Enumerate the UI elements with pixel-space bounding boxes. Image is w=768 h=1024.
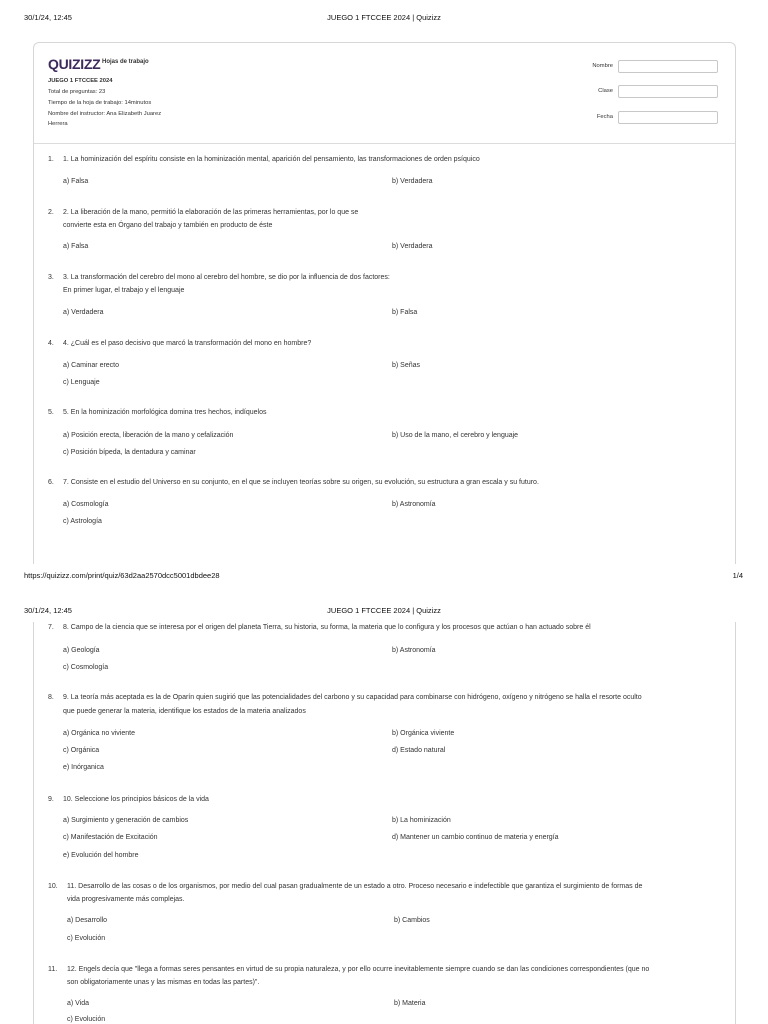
worksheet-header <box>34 43 735 144</box>
option-b: b) Verdadera <box>392 178 433 185</box>
print-date: 30/1/24, 12:45 <box>24 606 72 615</box>
total-questions: Total de preguntas: 23 <box>48 89 106 95</box>
question-text-cont: que puede generar la materia, identifique los estados de la materia analizados <box>63 708 306 715</box>
option-c: c) Astrología <box>63 518 102 525</box>
print-date: 30/1/24, 12:45 <box>24 13 72 22</box>
option-c: c) Posición bípeda, la dentadura y caminar <box>63 449 196 456</box>
option-c: c) Evolución <box>67 935 106 942</box>
option-b: b) Materia <box>394 1000 426 1007</box>
quizizz-logo: QUIZIZZ <box>48 56 101 72</box>
question-text: 10. Seleccione los principios básicos de la vida <box>63 796 209 803</box>
question-text: 4. ¿Cuál es el paso decisivo que marcó la transformación del mono en hombre? <box>63 340 312 347</box>
option-e: e) Inórganica <box>63 764 104 771</box>
option-b: b) Señas <box>392 362 421 369</box>
print-header <box>0 13 768 27</box>
print-header-page-2 <box>0 606 768 620</box>
page-number: 1/4 <box>732 571 743 580</box>
question-text: 2. La liberación de la mano, permitió la elaboración de las primeras herramientas, por lo que se <box>63 209 359 216</box>
question-text: 1. La hominización del espíritu consiste en la hominización mental, aparición del pensamiento, las transformaciones de orden psíquico <box>63 156 480 163</box>
option-d: d) Estado natural <box>392 747 446 754</box>
nombre-field[interactable] <box>618 60 718 73</box>
option-a: a) Verdadera <box>63 309 104 316</box>
option-b: b) Falsa <box>392 309 418 316</box>
logo-subtitle: Hojas de trabajo <box>102 59 149 65</box>
clase-label: Clase <box>598 88 613 94</box>
question-text-cont: En primer lugar, el trabajo y el lenguaje <box>63 287 185 294</box>
question-text-cont: convierte esta en Órgano del trabajo y también en producto de éste <box>63 222 273 229</box>
option-a: a) Vida <box>67 1000 90 1007</box>
option-a: a) Surgimiento y generación de cambios <box>63 817 189 824</box>
print-title: JUEGO 1 FTCCEE 2024 | Quizizz <box>327 606 441 615</box>
question-text-cont: son obligatoriamente unas y las mismas en todas las partes)". <box>67 979 260 986</box>
question-text-cont: vida progresivamente más complejas. <box>67 896 185 903</box>
option-c: c) Lenguaje <box>63 379 100 386</box>
option-b: b) Cambios <box>394 917 430 924</box>
option-a: a) Posición erecta, liberación de la mano y cefalización <box>63 432 234 439</box>
option-b: b) Verdadera <box>392 243 433 250</box>
question-text: 11. Desarrollo de las cosas o de los organismos, por medio del cual pasan gradualmente de un estado a otro. Proceso necesario e indefectible que garantiza el surgimiento de formas de <box>67 883 643 890</box>
option-b: b) Astronomía <box>392 501 436 508</box>
question-text: 5. En la hominización morfológica domina tres hechos, indíquelos <box>63 409 267 416</box>
option-c: c) Orgánica <box>63 747 100 754</box>
question-text: 3. La transformación del cerebro del mono al cerebro del hombre, se dio por la influencia de dos factores: <box>63 274 390 281</box>
fecha-field[interactable] <box>618 111 718 124</box>
instructor-name: Nombre del instructor: Ana Elizabeth Juarez <box>48 111 162 117</box>
question-text: 12. Engels decía que "llega a formas seres pensantes en virtud de su propia naturaleza, y por ello ocurre inevitablemente siempre cuando se dan las condiciones correspondientes (que no <box>67 966 650 973</box>
option-b: b) Uso de la mano, el cerebro y lenguaje <box>392 432 519 439</box>
option-a: a) Falsa <box>63 178 89 185</box>
question-text: 8. Campo de la ciencia que se interesa por el origen del planeta Tierra, su historia, su forma, la materia que lo configura y los procesos que actúan o han actuado sobre él <box>63 624 591 631</box>
option-a: a) Falsa <box>63 243 89 250</box>
option-b: b) La hominización <box>392 817 451 824</box>
print-url[interactable]: https://quizizz.com/print/quiz/63d2aa2570dcc5001dbdee28 <box>24 571 220 580</box>
option-c: c) Manifestación de Excitación <box>63 834 158 841</box>
question-text: 7. Consiste en el estudio del Universo en su conjunto, en el que se incluyen teorías sobre su origen, su evolución, su estructura a gran escala y su futuro. <box>63 479 539 486</box>
option-a: a) Desarrollo <box>67 917 108 924</box>
option-a: a) Orgánica no viviente <box>63 730 135 737</box>
option-e: e) Evolución del hombre <box>63 852 139 859</box>
option-a: a) Geología <box>63 647 100 654</box>
nombre-label: Nombre <box>592 63 613 69</box>
print-title: JUEGO 1 FTCCEE 2024 | Quizizz <box>327 13 441 22</box>
option-c: c) Cosmología <box>63 664 109 671</box>
option-a: a) Caminar erecto <box>63 362 120 369</box>
quiz-title: JUEGO 1 FTCCEE 2024 <box>48 78 113 84</box>
option-d: d) Mantener un cambio continuo de materia y energía <box>392 834 559 841</box>
clase-field[interactable] <box>618 85 718 98</box>
option-b: b) Astronomía <box>392 647 436 654</box>
option-b: b) Orgánica viviente <box>392 730 455 737</box>
instructor-name-cont: Herrera <box>48 121 68 127</box>
option-c: c) Evolución <box>67 1016 106 1023</box>
question-text: 9. La teoría más aceptada es la de Oparín quien sugirió que las potencialidades del carbono y su capacidad para combinarse con hidrógeno, oxígeno y nitrógeno se halla el resorte oculto <box>63 694 642 701</box>
fecha-label: Fecha <box>596 114 613 120</box>
option-a: a) Cosmología <box>63 501 109 508</box>
worksheet-time: Tiempo de la hoja de trabajo: 14minutos <box>48 100 152 106</box>
